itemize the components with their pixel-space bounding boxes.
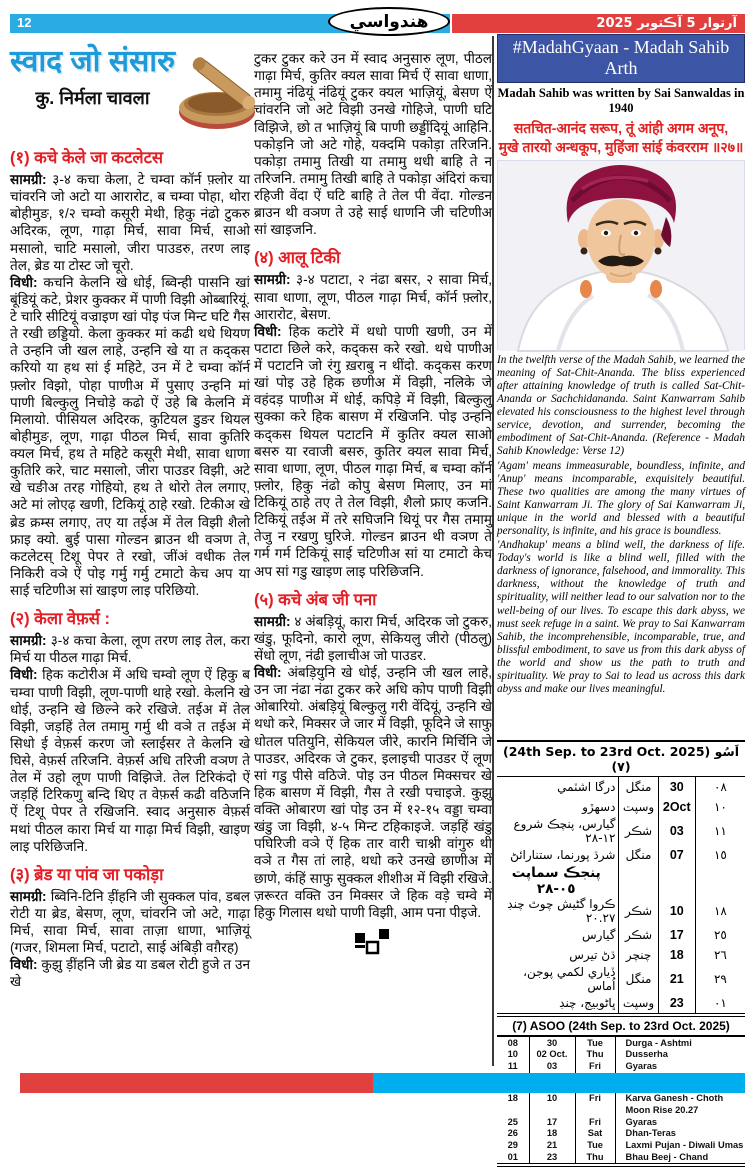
english-date-cell: 30 [658, 777, 695, 797]
sindhi-calendar-row [497, 777, 745, 797]
event-cell: Dusserha [615, 1049, 745, 1061]
para-lead: विधी: [10, 274, 38, 290]
english-date-cell: 23 [658, 993, 695, 1013]
madah-column [497, 34, 745, 1163]
recipe-paragraph [254, 271, 492, 322]
article-title: स्वाद जो संसारु [10, 45, 176, 78]
day-cell: Thu [575, 1049, 615, 1061]
para-text: कचनि केलनि खे धोई, ब्विन्ही पासनि खां बूंडियूं कटे, प्रेशर कुक्कर में पाणी विझी ओब्बारियूं. टे चारि सीटियूं वज्राइण खां पोइ पंज मिन्ट घटि गैस ते रखी छड्डियो. केला कुक्कर मां कढी थधे थियण ते उन्हनि जी खल लाहे, उन्हनि खे या त कद्कस करियो या हथ सां ई महिटे, उन में टे चम्वा कॉर्न फ़्लोर विझो, पोहा पाणीअ में पुसाए उन्हनि मां पाणी बिल्कुलु निचोड़े कढो ऐं उहे बि केलनि में मिलायो. पीसियल अदिरक, कुटियल डुङर थियल बोहीमुङ, लूण, गाढ़ा पीठल मिर्च, सावा कुतिरि क्यल मिर्च, हथ ते महिटे कसूरी मेथी, सावा धाणा कुतिरि करे, चाट मसालो, जीरा पाउडर विझी, अटे खे चङीअ तरह गोहियो, हथ ते थोरो तेल लगाए, अटे मां लोएढ़ खणी, टिकियूं ठाहे रखो. टिकीअ खे ब्रेड क्रम्स लगाए, तए या तईअ में तेल विझी शैलो फ्राइ क्यो. बुई पासा गोल्डन ब्राउन थी वञण ते, कटलेटस् टिशू पेपर ते रखो, जींअं वधीक तेल निकिरी वञे ऐं पोइ गर्मु गर्मु टमाटो केच अप या साई चटिणीअ सां खाइण लाइ परिछियो. [10, 274, 251, 598]
english-date-cell: 17 [529, 1116, 575, 1128]
english-date-cell: 21 [529, 1139, 575, 1151]
sindhi-calendar-row [497, 945, 745, 965]
event-cell: Gyaras [615, 1060, 745, 1072]
english-date-cell [529, 1104, 575, 1116]
section-heading-5: (५) कचे अंब जी पना [254, 590, 377, 609]
english-date-cell: 30 [529, 1037, 575, 1049]
mortar-pestle-image [175, 46, 263, 138]
day-cell: شڪر [619, 897, 658, 925]
sindhi-calendar-row [497, 845, 745, 865]
para-text: हिक कटोरे में थधो पाणी खणी, उन में पटाटा छिले करे, कद्कस करे रखो. थधे पाणीअ में पटाटनि जो रंगु ख़राबु न थींदो. कद्कस करण खां पोइ उहे हिक छणीअ में विझी, नलिके जे वहंदड़ पाणीअ में धोई, कपिड़े में विझी, बिल्कुलु सुक्का करे हिक बासण में रखिजनि. पोइ उन्हनि कद्कस थियल पटाटनि में कुतिर क्यल साओ बसरु या रवाजी बसरु, कुतिर क्यल सावा मिर्च, सावा धाणा, लूण, पीठल गाढ़ा मिर्च, ब चम्वा कॉर्न फ़्लोर, हिकु नंढो कोपु बेसण मिलाए, उन मां टिकियूं ठाहे तए ते तेल विझी, शैलो फ्राए कजनि. टिकियूं तईअ में तरे सघिजनि थियूं पर गैस तमामु तेजु न रखणु घुरिजे. गोल्डन ब्राउन थी वञण ते गर्म गर्म टिकियूं साई चटिणीअ सां या टमाटो केच अप सां गडु खाइण लाइ परिछिजनि. [254, 323, 492, 579]
footer-red-bar [20, 1073, 373, 1093]
para-lead: विधी: [10, 667, 38, 683]
event-cell: شرڌ پورنما، ستنارائڻ [510, 847, 616, 862]
masthead-title: هندواسي [349, 11, 429, 32]
para-lead: विधी: [254, 665, 282, 680]
sindhi-calendar-row [497, 965, 745, 993]
saint-portrait-image [497, 160, 745, 350]
day-cell: منگل [619, 845, 658, 865]
english-calendar-row [497, 1128, 745, 1140]
sindhi-date-cell [695, 865, 745, 897]
verse-line-2: मुखे तारयो अन्धकूप, मुहिंजा सांई कंवरराम ॥२७॥ [498, 138, 744, 155]
madah-byline: Madah Sahib was written by Sai Sanwaldas in 1940 [497, 86, 745, 115]
english-date-cell [658, 865, 695, 897]
english-calendar-title: (7) ASOO (24th Sep. to 23rd Oct. 2025) [497, 1017, 745, 1037]
english-calendar-table [497, 1037, 745, 1163]
madah-title: #MadahGyaan - Madah Sahib Arth [512, 37, 730, 78]
article-author: कु. निर्मला चावला [35, 87, 150, 108]
masthead [328, 7, 450, 36]
recipe-paragraph [254, 664, 492, 921]
english-date-cell: 23 [529, 1151, 575, 1163]
event-cell: Bhau Beej - Chand [615, 1151, 745, 1163]
event-cell: گيارس، پنچڪ شروع ١٢-٢٨ [513, 816, 616, 845]
para-text: ३-४ कचा केला, लूण तरण लाइ तेल, करा मिर्च या पीठल गाढ़ा मिर्च. [10, 633, 250, 666]
date-line: آرتوار 5 آڪتوبر 2025 [596, 16, 737, 31]
sindhi-date-cell: ٢٥ [695, 925, 745, 945]
section-heading-4: (४) आलू टिकी [254, 249, 341, 268]
sindhi-date-cell: ١٥ [695, 845, 745, 865]
sindhi-date-cell [497, 1104, 529, 1116]
divider-double-line [497, 1163, 745, 1167]
footer-cyan-bar [373, 1073, 745, 1093]
event-cell: Moon Rise 20.27 [615, 1104, 745, 1116]
english-date-cell: 03 [529, 1060, 575, 1072]
day-cell: Fri [575, 1116, 615, 1128]
sindhi-date-cell: 08 [507, 1037, 518, 1048]
recipe-paragraph [10, 666, 250, 854]
sindhi-date-cell: ٠٨ [695, 777, 745, 797]
madah-header-box [497, 34, 745, 83]
english-date-cell: 18 [658, 945, 695, 965]
sindhi-date-cell: 10 [507, 1049, 518, 1060]
recipe-paragraph [254, 323, 492, 580]
english-date-cell: 07 [658, 845, 695, 865]
day-cell: Tue [575, 1139, 615, 1151]
english-date-cell: 17 [658, 925, 695, 945]
sindhi-calendar-title: (24th Sep. to 23rd Oct. 2025) اَسُو (٧) [497, 740, 745, 777]
recipe-column-2 [254, 50, 492, 1064]
event-cell: گيارس [581, 927, 616, 942]
madah-paragraph: 'Andhakup' means a blind well, the darkness of life. Today's world is like a blind well, filled with the darkness of ignorance, falsehood, and immorality. This darkness, without the knowledge of truth and spirituality, will neither lead to our salvation nor to the well-being of our lives. To escape this dark abyss, we must seek refuge in a saint. We pray to Sai Kanwarram Sahib, the incomprehensible, incomparable, true, and blissful embodiment, to save us from this dark abyss of the world and show us the path to truth and spirituality. We pray to Sai to lead us across this dark abyss and make our lives meaningful. [497, 539, 745, 696]
sindhi-calendar-table [497, 777, 745, 1013]
recipe-paragraph [10, 171, 250, 274]
para-text: अंबड़ियुनि खे धोई, उन्हनि जी खल लाहे, उन जा नंढा नंढा टुकर करे अधि कोप पाणी विझी ओबारियो. अंबड़ियूं बिल्कुलु गरी वेंदियूं, उन्हनि खे थधो करे, मिक्सर जे जार में विझी, फूदिने जे साफु धोतल पतियुनि, सेकियल जीरे, कारनि मिर्चिनि जे पाउडर, अदिरक जे टुकर, इलाइची पाउडर ऐं लूण सां गडु पीसे वठिजे. पोइ उन पीठल मिक्सचर खे हिक बासण में विझी, गैस ते रखी पचाइजे. कुझु वक्ति ओबारण खां पोइ उन में १२-१५ वड्डा चम्वा खंडु जा विझी, ४-५ मिन्ट टहिकाइजे. जड़हिं खंडु पघिरिजी वञे ऐं हिक तार वारी चाश्नी वांगुरु थी वञे त गैस तां लाहे, थधो करे उनखे छाणीअ में छाणे, कंहिं साफु सुक्कल शीशीअ में विझी रखिजे. ज़रूरत वक्ति उन मिक्सर जे हिक वड़े चम्वे में हिकु गिलास थधो पाणी विझी, आम पना पीइजे. [254, 665, 492, 920]
sindhi-calendar-row [497, 865, 745, 897]
madah-verse [497, 119, 745, 157]
event-cell: دسهڙو [582, 799, 616, 814]
english-calendar-row [497, 1092, 745, 1104]
day-cell: چنچر [619, 945, 658, 965]
english-date-cell: 2Oct [658, 797, 695, 817]
english-calendar-row [497, 1060, 745, 1072]
sindhi-calendar-row [497, 897, 745, 925]
english-date-cell: 03 [658, 817, 695, 845]
sindhi-date-cell: ١١ [695, 817, 745, 845]
recipe-paragraph [10, 632, 250, 666]
event-cell: Laxmi Pujan - Diwali Umas [615, 1139, 745, 1151]
sindhi-date-cell: ١٠ [695, 797, 745, 817]
madah-paragraph: 'Agam' means immeasurable, boundless, infinite, and 'Anup' means incomparable, exquisitely beautiful. These two qualities are among the many virtues of Saint Kanwarram Ji. The glory of Sai Kanwarram Ji, unique in the world and blessed with a beautiful personality, is infinite, and his grace is boundless. [497, 459, 745, 537]
day-cell: Sat [575, 1128, 615, 1140]
english-date-cell: 21 [658, 965, 695, 993]
day-cell [575, 1104, 615, 1116]
event-cell: ڪروا گڻيش چوٿ چنڊ ٢٠.٢٧ [507, 896, 616, 925]
sindhi-calendar-row [497, 817, 745, 845]
para-lead: सामग्री: [10, 888, 47, 904]
para-lead: सामग्री: [10, 172, 47, 187]
event-cell: Gyaras [615, 1116, 745, 1128]
madah-english-text [497, 354, 745, 738]
event-cell: ڀاڻوبيج، چنڊ [559, 995, 616, 1010]
day-cell: شڪر [619, 925, 658, 945]
para-lead: सामग्री: [10, 633, 47, 649]
recipe-paragraph [10, 274, 250, 599]
english-date-cell: 10 [529, 1092, 575, 1104]
madah-paragraph: In the twelfth verse of the Madah Sahib, we learned the meaning of Sat-Chit-Ananda. The bliss experienced after attaining knowledge of truth is called Sat-Chit-Ananda or Sachchidananda. Saint Kanwarram Sahib elevated his consciousness to the highest level through service, devotion, and surrender, becoming the embodiment of Sat-Chit-Ananda. (Reference - Madah Sahib Knowledge: Verse 12) [497, 353, 745, 458]
day-cell: Fri [575, 1092, 615, 1104]
day-cell: Fri [575, 1060, 615, 1072]
english-date-cell: 18 [529, 1128, 575, 1140]
day-cell: وسپت [619, 993, 658, 1013]
day-cell: وسپت [619, 797, 658, 817]
page-number: 12 [17, 15, 32, 30]
sindhi-date-cell: ٢٦ [695, 945, 745, 965]
day-cell: Thu [575, 1151, 615, 1163]
recipe-paragraph [10, 888, 250, 957]
event-cell: Durga - Ashtmi [615, 1037, 745, 1049]
event-cell: ڏياري لکمي پوجن، اُماس [523, 964, 616, 993]
event-cell: ڌڻ تيرس [569, 947, 616, 962]
english-date-cell: 10 [658, 897, 695, 925]
para-text: हिक कटोरीअ में अधि चम्वो लूण ऐं हिकु ब चम्वा पाणी विझी, लूण-पाणी थाहे रखो. केलनि खे धोई, उन्हनि खे छिल्ने करे रखिजे. तईअ में तेल विझी, जड़हिं तेल तमामु गर्मु थी वञे त तईअ में सिधो ई वेफ़र्स करण जो स्लाईसर ते केलनि खे घिसे, वेफ़र्स तरिजनि. वेफ़र्स अधि तरिजी वञण ते तेल में उहो लूण पाणी विझिजे. तेल टिरिकंदो ऐं जड़हिं टिरिकणु बन्दि थिए त वेफ़र्स कढी वठिजनि ऐं टिशू पेपर ते रखिजनि. स्वाद अनुसारु वेफ़र्स मथां पीठल कारा मिर्च या गाढ़ा मिर्च विझी, खाइण लाइ परिछिजनि. [10, 667, 250, 854]
sindhi-date-cell: 11 [507, 1061, 518, 1072]
day-cell: شڪر [619, 817, 658, 845]
recipe-paragraph-continuation: टुकर टुकर करे उन में स्वाद अनुसारु लूण, पीठल गाढ़ा मिर्च, कुतिर क्यल सावा मिर्च ऐं सावा धाणा, तमामु नंढियूं नंढियूं टुकर क्यल भाज़ियूं, बेसण ऐं चांवरनि जो अटे विझी उनखे गोहिजे, पाणी घटि विझिजे, छो त भाज़ियूं बि पाणी छड्डींदियूं आहिनि. पकोड़नि जो अटे गोहे, यक्दमि पकोड़ा तरिजनि. पकोड़ा तमामु तिखी या तमामु थधी बाहि ते न तरिजनि. तमामु तिखी बाहि ते पकोड़ा अंदिरां कचा रहिजी वेंदा ऐं घटि बाहि ते तेल पी वेंदा. गोल्डन ब्राउन थी वञण ते उहे साई धाणनि जी चटिणीअ सां खाइजनि. [254, 51, 492, 238]
day-cell: Tue [575, 1037, 615, 1049]
para-text: कुझु ड़ींहनि जी ब्रेड या डबल रोटी हुजे त उन खे [10, 957, 250, 990]
english-calendar-row [497, 1049, 745, 1061]
column-divider [492, 36, 494, 1066]
sindhi-date-cell: 26 [507, 1128, 518, 1139]
section-heading-2: (२) केला वेफ़र्स : [10, 610, 110, 629]
english-calendar-row [497, 1104, 745, 1116]
para-text: ४ अंबड़ियूं, कारा मिर्च, अदिरक जो टुकरु, खंडु, फूदिनो, कारो लूण, सेकियलु जीरो (पीठलु) सेंधो लूण, नंढी इलाचीअ जो पाउडर. [254, 613, 492, 663]
english-calendar-row [497, 1139, 745, 1151]
sindhi-date-cell: ٢٩ [695, 965, 745, 993]
para-lead: विधी: [254, 323, 282, 339]
para-lead: सामग्री: [254, 613, 291, 629]
sindhi-calendar-row [497, 993, 745, 1013]
sindhi-calendar-row [497, 925, 745, 945]
event-cell: پنجڪ سماپت ٠٥-٢٨ [511, 864, 601, 897]
event-cell: درگا اشٽمي [557, 779, 616, 794]
day-cell [619, 865, 658, 897]
sindhi-date-cell: ٠١ [695, 993, 745, 1013]
para-text: ३-४ पटाटा, २ नंढा बसर, २ सावा मिर्च, सावा धाणा, लूण, पीठल गाढ़ा मिर्च, कॉर्न फ़्लोर, आरारोट, बेसण. [254, 272, 492, 322]
event-cell: Dhan-Teras [615, 1128, 745, 1140]
english-calendar-row [497, 1037, 745, 1049]
recipe-column-1 [10, 46, 250, 1064]
para-lead: सामग्री: [254, 272, 291, 288]
sindhi-date-cell: 18 [507, 1093, 518, 1104]
verse-line-1: सतचित-आनंद सरूप, तूं आंही अगम अनूप, [513, 120, 729, 136]
article-title-block [10, 46, 250, 138]
para-text: ३-४ कचा केला, टे चम्वा कॉर्न फ़्लोर या चांवरनि जो अटो या आरारोट, ब चम्वा पोहा, थोरा बोहीमुङ, १/२ चम्वो कसूरी मेथी, हिकु नंढो टुकरु अदिरक, लूण, गाढ़ा मिर्च, सावा मिर्च, साओ मसालो, चाटि मसालो, जीरा पाउडरु, तरण लाइ तेल, ब्रेड या टोस्ट जो चूरो. [10, 172, 250, 273]
sindhi-date-cell: 25 [507, 1116, 518, 1127]
recipe-paragraph [254, 613, 492, 664]
section-heading-1: (१) कचे केले जा कटलेटस [10, 149, 164, 167]
section-heading-3: (३) ब्रेड या पांव जा पकोड़ा [10, 865, 164, 884]
header-date-bar [452, 14, 745, 33]
article-end-icon [254, 929, 492, 957]
event-cell: Karva Ganesh - Choth [615, 1092, 745, 1104]
day-cell: منگل [619, 777, 658, 797]
sindhi-date-cell: ١٨ [695, 897, 745, 925]
sindhi-date-cell: 29 [507, 1140, 518, 1151]
para-lead: विधी: [10, 957, 38, 973]
english-date-cell: 02 Oct. [529, 1049, 575, 1061]
para-text: ब्विनि-टिनि ड़ींहनि जी सुक्कल पांव, डबल रोटी या ब्रेड, बेसण, लूण, चांवरनि जो अटे, गाढ़ा मिर्च, सावा मिर्च, सावा ताज़ा धाणा, भाज़ियूं (गजर, शिमला मिर्च, पटाटो, साई अंबिड़ी वग़ैरह) [10, 888, 251, 956]
sindhi-date-cell: 01 [507, 1152, 518, 1163]
sindhi-calendar-row [497, 797, 745, 817]
recipe-paragraph [10, 956, 250, 990]
day-cell: منگل [619, 965, 658, 993]
english-calendar-row [497, 1151, 745, 1163]
english-calendar-row [497, 1116, 745, 1128]
